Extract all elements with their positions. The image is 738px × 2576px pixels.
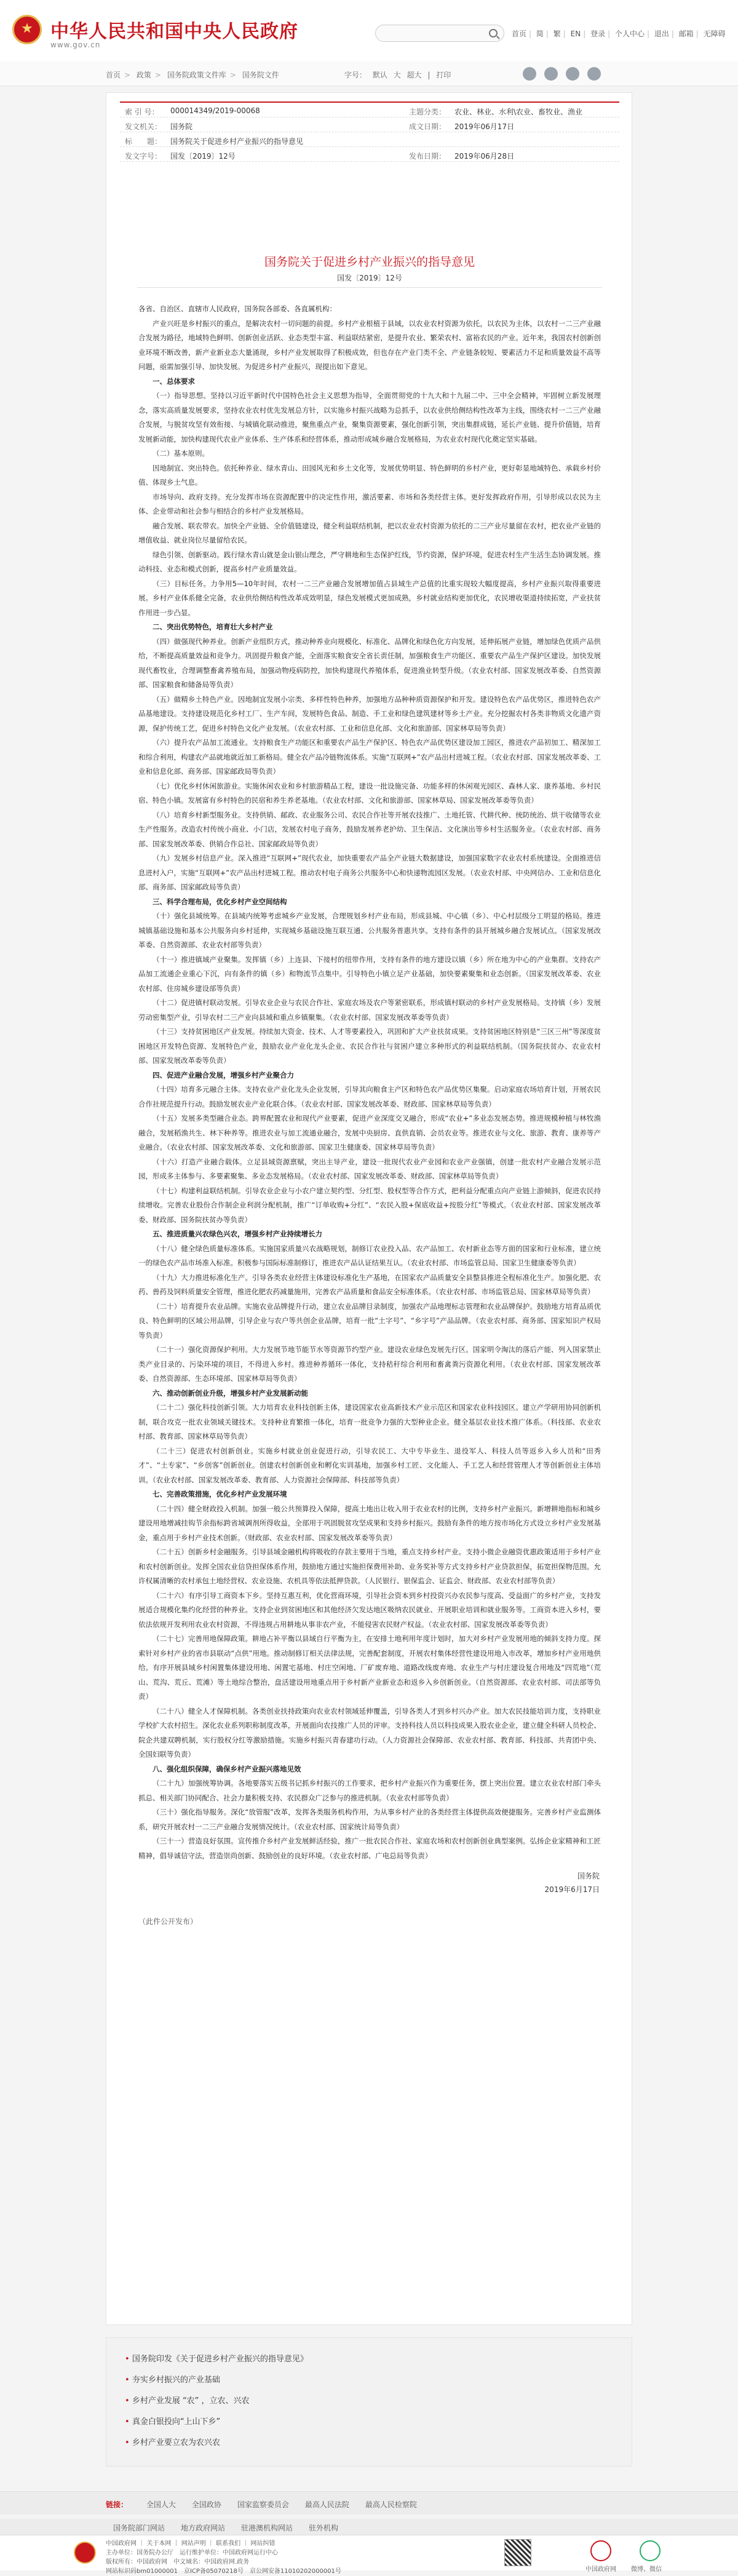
site-footer xyxy=(0,2535,738,2575)
paragraph: （四）做强现代种养业。创新产业组织方式，推动种养业向规模化、标准化、品牌化和绿色化方向发展，延伸拓展产业链，增加绿色优质产品供给，不断提高质量效益和竞争力。巩固提升粮食产能，全面落实粮食安全省长责任制，加强粮食生产功能区、重要农产品生产保护区建设。加快发展现代畜牧业，合理调整畜禽养殖布局，加强动物疫病防控，加快构建现代养殖体系，促进渔业转型升级。（农业农村部、国家发展改革委、自然资源部、国家粮食和储备局等负责） xyxy=(138,637,601,689)
institution-link[interactable]: 全国政协 xyxy=(191,2500,221,2509)
institution-link[interactable]: 全国人大 xyxy=(146,2500,176,2509)
paragraph: 绿色引领、创新驱动。践行绿水青山就是金山银山理念，严守耕地和生态保护红线，节约资源，保护环境，促进农村生产生活生态协调发展。推动科技、业态和模式创新，提高乡村产业质量效益。 xyxy=(138,550,601,573)
link-traditional[interactable]: 繁 xyxy=(553,30,561,38)
link-english[interactable]: EN xyxy=(570,30,581,38)
paragraph: 因地制宜、突出特色。依托种养业、绿水青山、田园风光和乡土文化等，发展优势明显、特色鲜明的乡村产业，更好彰显地域特色、承载乡村价值、体现乡土气息。 xyxy=(138,463,601,487)
related-item[interactable]: • 夯实乡村振兴的产业基础 xyxy=(125,2370,308,2391)
paragraph: （二十六）有序引导工商资本下乡。坚持互惠互利，优化营商环境，引导社会资本到乡村投资兴办农民参与度高、受益面广的乡村产业，支持发展适合规模化集约化经营的种养业。支持企业到贫困地区和其他经济欠发达地区吸纳农民就业、开展职业培训和就业服务等。工商资本进入乡村，要依法依规开发利用农业农村资源，不得违规占用耕地从事非农产业，不能侵害农民财产权益。（农业农村部、国家发展改革委等负责） xyxy=(138,1591,601,1629)
meta-docno-label: 发文字号： xyxy=(125,152,162,161)
paragraph: 市场导向、政府支持。充分发挥市场在资源配置中的决定性作用，激活要素、市场和各类经营主体。更好发挥政府作用，引导形成以农民为主体、企业带动和社会参与相结合的乡村产业发展格局。 xyxy=(138,492,601,515)
meta-issuer-value: 国务院 xyxy=(170,122,193,131)
paragraph: （六）提升农产品加工流通业。支持粮食生产功能区和重要农产品生产保护区、特色农产品优势区建设加工园区，推进农产品初加工、精深加工和综合利用，构建农产品就地就近加工新格局。健全农产品冷链物流体系。实施“互联网+”农产品出村进城工程。（农业农村部、国家发展改革委、工业和信息化部、商务部、国家邮政局等负责） xyxy=(138,738,601,776)
paragraph: （十六）打造产业融合载体。立足县域资源禀赋，突出主导产业，建设一批现代农业产业园和农业产业强镇，创建一批农村产业融合发展示范园，形成多主体参与、多要素聚集、多业态发展格局。（农业农村部、国家发展改革委、财政部、国家林草局等负责） xyxy=(138,1157,601,1180)
breadcrumb-home[interactable]: 首页 xyxy=(106,71,121,79)
paragraph: （十）强化县域统筹。在县域内统筹考虑城乡产业发展，合理规划乡村产业布局，形成县城、中心镇（乡）、中心村层级分工明显的格局。推进城镇基础设施和基本公共服务向乡村延伸，实现城乡基础设施互联互通、公共服务普惠共享。支持有条件的县开展城乡融合发展试点。（国家发展改革委、自然资源部、农业农村部等负责） xyxy=(138,912,601,949)
paragraph: （十一）推进镇域产业聚集。发挥镇（乡）上连县、下接村的纽带作用，支持有条件的地方建设以镇（乡）所在地为中心的产业集群。支持农产品加工流通企业重心下沉，向有条件的镇（乡）和物流节点集中。引导特色小镇立足产业基础，加快要素聚集和业态创新。（国家发展改革委、农业农村部、住房城乡建设部等负责） xyxy=(138,955,601,993)
document-title: 国务院关于促进乡村产业振兴的指导意见 xyxy=(264,255,475,269)
paragraph: （二十八）健全人才保障机制。各类创业扶持政策向农业农村领域延伸覆盖，引导各类人才到乡村兴办产业。加大农民技能培训力度，支持职业学校扩大农村招生。深化农业系列职称制度改革，开展面向农技推广人员的评审。支持科技人员以科技成果入股农业企业，建立健全科研人员校企、院企共建双聘机制，实行股权分红等激励措施。实施乡村振兴青春建功行动。（人力资源社会保障部、农业农村部、教育部、科技部、共青团中央、全国妇联等负责） xyxy=(138,1706,601,1759)
links-band xyxy=(0,2491,738,2514)
paragraph: 产业兴旺是乡村振兴的重点，是解决农村一切问题的前提。乡村产业根植于县域，以农业农村资源为依托，以农民为主体，以农村一二三产业融合发展为路径，地域特色鲜明、创新创业活跃、业态类型丰富、利益联结紧密，是提升农业、繁荣农村、富裕农民的产业。近年来，我国农村创新创业环境不断改善，新产业新业态大量涌现，乡村产业发展取得了积极成效，但也存在产业门类不全、产业链条较短、要素活力不足和质量效益不高等问题，亟需加强引导、加快发展。为促进乡村产业振兴，现提出如下意见。 xyxy=(138,319,601,371)
national-emblem-icon[interactable] xyxy=(12,15,42,44)
paragraph: （八）培育乡村新型服务业。支持供销、邮政、农业服务公司、农民合作社等开展农技推广、土地托管、代耕代种、统防统治、烘干收储等农业生产性服务。改造农村传统小商业、小门店，发展农村电子商务，鼓励发展养老护幼、卫生保洁、文化演出等乡村生活服务业。（农业农村部、商务部、国家发展改革委、供销合作总社、国家邮政局等负责） xyxy=(138,810,601,848)
wechat-icon[interactable] xyxy=(640,2540,661,2561)
signature-date: 2019年6月17日 xyxy=(544,1885,600,1894)
font-size-large[interactable]: 大 xyxy=(393,71,401,79)
paragraph: （十九）大力推进标准化生产。引导各类农业经营主体建设标准化生产基地，在国家农产品质量安全县整县推进全程标准化生产。加强化肥、农药、兽药及饲料质量安全管理，推进化肥农药减量施用，完善农产品质量和食品安全标准体系。（农业农村部、市场监管总局、国家林草局等负责） xyxy=(138,1273,601,1296)
share-icons xyxy=(523,67,606,83)
share-wechat-icon[interactable] xyxy=(544,67,558,81)
links-band-2 xyxy=(0,2519,738,2535)
document-number: 国发〔2019〕12号 xyxy=(337,274,402,282)
share-more-icon[interactable] xyxy=(587,67,601,81)
font-size-xlarge[interactable]: 超大 xyxy=(407,71,422,79)
print-link[interactable]: 打印 xyxy=(436,71,451,79)
footer-line: 主办单位：国务院办公厅 运行维护单位：中国政府网运行中心 xyxy=(106,2550,278,2556)
paragraph: （三）目标任务。力争用5—10年时间，农村一二三产业融合发展增加值占县域生产总值的比重实现较大幅度提高，乡村产业振兴取得重要进展。乡村产业体系健全完备，农业供给侧结构性改革成效明显，绿色发展模式更加成熟，乡村就业结构更加优化，农民增收渠道持续拓宽，产业扶贫作用进一步凸显。 xyxy=(138,579,601,617)
institution-links xyxy=(106,2499,433,2510)
font-size-control xyxy=(344,70,454,80)
paragraph: （二十五）创新乡村金融服务。引导县域金融机构将吸收的存款主要用于当地，重点支持乡村产业。支持小微企业融资优惠政策适用于乡村产业和农村创新创业。发挥全国农业信贷担保体系作用，鼓励地方通过实施担保费用补助、业务奖补等方式支持乡村产业贷款担保，拓宽担保物范围。允许权属清晰的农村承包土地经营权、农业设施、农机具等依法抵押贷款。（人民银行、银保监会、证监会、财政部、农业农村部等负责） xyxy=(138,1548,601,1585)
section-heading: 八、强化组织保障，确保乡村产业振兴落地见效 xyxy=(153,1764,301,1773)
section-heading: 三、科学合理布局，优化乡村产业空间结构 xyxy=(153,897,287,906)
press-note: （此件公开发布） xyxy=(138,1917,198,1926)
link-user-center[interactable]: 个人中心 xyxy=(615,30,645,38)
section-heading: 二、突出优势特色，培育壮大乡村产业 xyxy=(153,622,273,631)
wechat-label: 微博、微信 xyxy=(631,2566,662,2573)
meta-issuer-label: 发文机关： xyxy=(125,122,162,131)
site-group-link[interactable]: 驻外机构 xyxy=(309,2524,339,2532)
footer-text xyxy=(106,2539,341,2576)
top-links: 首页 | 简 | 繁 | EN | 登录 | 个人中心 | 退出 | 邮箱 | 无障碍 xyxy=(512,30,726,38)
section-heading: 七、完善政策措施，优化乡村产业发展环境 xyxy=(153,1490,287,1498)
related-list xyxy=(125,2349,308,2454)
related-item[interactable]: • 乡村产业要立农为农兴农 xyxy=(125,2433,308,2454)
salutation: 各省、自治区、直辖市人民政府，国务院各部委、各直属机构： xyxy=(138,304,336,313)
paragraph: （二十九）加强统筹协调。各地要落实五级书记抓乡村振兴的工作要求，把乡村产业振兴作为重要任务，摆上突出位置。建立农业农村部门牵头抓总、相关部门协同配合、社会力量积极支持、农民群众广泛参与的推进机制。（农业农村部等负责） xyxy=(138,1779,601,1802)
document-body xyxy=(138,302,601,1863)
share-weibo-icon[interactable] xyxy=(523,67,536,81)
related-item[interactable]: • 乡村产业发展 “农” ，立农、兴农 xyxy=(125,2391,308,2412)
site-header xyxy=(0,0,738,62)
qr-code-icon xyxy=(504,2539,531,2566)
meta-index-value: 000014349/2019-00068 xyxy=(170,106,260,115)
paragraph: （二十）培育提升农业品牌。实施农业品牌提升行动，建立农业品牌目录制度，加强农产品地理标志管理和农业品牌保护。鼓励地方培育品质优良、特色鲜明的区域公用品牌，引导企业与农户等共创企业品牌，培育一批“土字号”、“乡字号”产品品牌。（农业农村部、商务部、国家知识产权局等负责） xyxy=(138,1302,601,1340)
site-group-link[interactable]: 地方政府网站 xyxy=(181,2524,226,2532)
meta-created-value: 2019年06月17日 xyxy=(454,122,515,131)
paragraph: （二十四）健全财政投入机制。加强一般公共预算投入保障，提高土地出让收入用于农业农村的比例，支持乡村产业振兴。新增耕地指标和城乡建设用地增减挂钩节余指标跨省域调剂所得收益，全部用于巩固脱贫攻坚成果和支持乡村振兴。鼓励有条件的地方按市场化方式设立乡村产业发展基金，重点用于乡村产业技术创新。（财政部、农业农村部、国家发展改革委等负责） xyxy=(138,1504,601,1542)
meta-title-value: 国务院关于促进乡村产业振兴的指导意见 xyxy=(170,137,304,146)
paragraph: （十四）培育多元融合主体。支持农业产业化龙头企业发展，引导其向粮食主产区和特色农产品优势区集聚。启动家庭农场培育计划，开展农民合作社规范提升行动。鼓励发展农业产业化联合体。（农业农村部、国家发展改革委、财政部、国家林草局等负责） xyxy=(138,1085,601,1108)
paragraph: （二十七）完善用地保障政策。耕地占补平衡以县域自行平衡为主，在安排土地利用年度计划时，加大对乡村产业发展用地的倾斜支持力度。探索针对乡村产业的省市县联动“点供”用地。推动制修订相关法律法规，完善配套制度，开展农村集体经营性建设用地入市改革，增加乡村产业用地供给。有序开展县域乡村闲置集体建设用地、闲置宅基地、村庄空闲地、厂矿废弃地、道路改线废弃地、农业生产与村庄建设复合用地及“四荒地”（荒山、荒沟、荒丘、荒滩）等土地综合整治，盘活建设用地重点用于乡村新产业新业态和返乡入乡创新创业。（自然资源部、农业农村部、司法部等负责） xyxy=(138,1634,601,1701)
link-login[interactable]: 登录 xyxy=(590,30,606,38)
footer-line: 中国政府网 ｜ 关于本网 ｜ 网站声明 ｜ 联系我们 ｜ 网站纠错 xyxy=(106,2540,276,2547)
breadcrumb-state-council-docs[interactable]: 国务院文件 xyxy=(242,71,279,79)
font-size-sep: | xyxy=(427,71,430,79)
weibo-icon[interactable] xyxy=(590,2540,611,2561)
title-divider xyxy=(137,287,602,288)
meta-published-label: 发布日期： xyxy=(409,152,446,161)
breadcrumb-policy[interactable]: 政策 xyxy=(136,71,151,79)
breadcrumb: 首页 > 政策 > 国务院政策文件库 > 国务院文件 xyxy=(106,71,279,79)
search-icon[interactable] xyxy=(489,29,498,38)
search-input[interactable] xyxy=(375,25,504,42)
document-card xyxy=(106,92,632,2325)
site-group-link[interactable]: 国务院部门网站 xyxy=(113,2524,165,2532)
site-group-link[interactable]: 驻港澳机构网站 xyxy=(241,2524,293,2532)
link-mail[interactable]: 邮箱 xyxy=(678,30,694,38)
section-heading: 六、推动创新创业升级，增强乡村产业发展新动能 xyxy=(153,1388,308,1397)
paragraph: （五）做精乡土特色产业。因地制宜发展小宗类、多样性特色种养，加强地方品种种质资源保护和开发。建设特色农产品优势区，推进特色农产品基地建设。支持建设规范化乡村工厂、生产车间，发展特色食品、制造、手工业和绿色建筑建材等乡土产业。充分挖掘农村各类非物质文化遗产资源，保护传统工艺，促进乡村特色文化产业发展。（农业农村部、工业和信息化部、文化和旅游部、国家林草局等负责） xyxy=(138,694,601,733)
section-heading: 一、总体要求 xyxy=(153,376,195,386)
font-size-label: 字号： xyxy=(344,71,367,79)
footer-line: 网站标识码bm01000001 京ICP备05070218号 京公网安备11010202000001号 xyxy=(106,2568,341,2575)
signature-org: 国务院 xyxy=(577,1872,600,1880)
paragraph: （二十三）促进农村创新创业。实施乡村就业创业促进行动，引导农民工、大中专毕业生、退役军人、科技人员等返乡入乡人员和“田秀才”、“土专家”、“乡创客”创新创业。创建农村创新创业和孵化实训基地，加强乡村工匠、文化能人、手工艺人和经营管理人才等创新创业主体培训。（农业农村部、国家发展改革委、教育部、人力资源社会保障部、科技部等负责） xyxy=(138,1446,601,1484)
paragraph: （二）基本原则。 xyxy=(153,449,209,458)
related-item[interactable]: • 真金白银投向“上山下乡” xyxy=(125,2412,308,2433)
related-news xyxy=(106,2337,632,2467)
paragraph: （十八）健全绿色质量标准体系。实施国家质量兴农战略规划，制修订农业投入品、农产品加工、农村新业态等方面的国家和行业标准，建立统一的绿色农产品市场准入标准。积极参与国际标准制修订，推进农产品认证结果互认。（农业农村部、市场监管总局、国家卫生健康委等负责） xyxy=(138,1244,601,1267)
paragraph: （七）优化乡村休闲旅游业。实施休闲农业和乡村旅游精品工程，建设一批设施完备、功能多样的休闲观光园区、森林人家、康养基地、乡村民宿、特色小镇。发展富有乡村特色的民宿和养生养老基地。（农业农村部、文化和旅游部、国家林草局、国家发展改革委等负责） xyxy=(138,781,601,805)
paragraph: （三十）强化指导服务。深化“放管服”改革，发挥各类服务机构作用，为从事乡村产业的各类经营主体提供高效便捷服务。完善乡村产业监测体系，研究开展农村一二三产业融合发展情况统计。（农业农村部、国家统计局等负责） xyxy=(138,1808,601,1831)
site-group-links xyxy=(113,2522,354,2533)
meta-topic-value: 农业、林业、水利\农业、畜牧业、渔业 xyxy=(454,108,583,116)
footer-emblem-icon xyxy=(74,2542,96,2564)
site-domain: www.gov.cn xyxy=(50,41,101,49)
breadcrumb-policy-library[interactable]: 国务院政策文件库 xyxy=(167,71,226,79)
paragraph: （十二）促进镇村联动发展。引导农业企业与农民合作社、家庭农场及农户等紧密联系，形成镇村联动的乡村产业发展格局。支持镇（乡）发展劳动密集型产业，引导农村二三产业向县域和重点乡镇聚集。（农业农村部、国家发展改革委等负责） xyxy=(138,998,601,1022)
link-simplified[interactable]: 简 xyxy=(536,30,544,38)
paragraph: （二十一）强化资源保护利用。大力发展节地节能节水等资源节约型产业。建设农业绿色发展先行区。国家明令淘汰的落后产能、列入国家禁止类产业目录的、污染环境的项目，不得进入乡村。推进种养循环一体化，支持秸秆综合利用和畜禽粪污资源化利用。（农业农村部、国家发展改革委、自然资源部、生态环境部、国家林草局等负责） xyxy=(138,1345,601,1383)
paragraph: （十七）构建利益联结机制。引导农业企业与小农户建立契约型、分红型、股权型等合作方式，把利益分配重点向产业链上游倾斜，促进农民持续增收。完善农业股份合作制企业利润分配机制，推广“订单收购+分红”、“农民入股+保底收益+按股分红”等模式。（农业农村部、国家发展改革委、财政部、国务院扶贫办等负责） xyxy=(138,1186,601,1224)
paragraph: （十三）支持贫困地区产业发展。持续加大资金、技术、人才等要素投入，巩固和扩大产业扶贫成果。支持贫困地区特别是“三区三州”等深度贫困地区开发特色资源、发展特色产业，鼓励农业产业化龙头企业、农民合作社与贫困户建立多种形式的利益联结机制。（国务院扶贫办、农业农村部、国家发展改革委等负责） xyxy=(138,1027,601,1065)
paragraph: 融合发展、联农带农。加快全产业链、全价值链建设，健全利益联结机制，把以农业农村资源为依托的二三产业尽量留在农村，把农业产业链的增值收益、就业岗位尽量留给农民。 xyxy=(138,521,601,544)
paragraph: （二十二）强化科技创新引领。大力培育农业科技创新主体，建设国家农业高新技术产业示范区和国家农业科技园区。建立产学研用协同创新机制，联合攻克一批农业领域关键技术。支持种业育繁推一体化，培育一批竞争力强的大型种业企业。健全基层农业技术推广体系。（科技部、农业农村部、教育部、国家林草局等负责） xyxy=(138,1403,601,1441)
institution-link[interactable]: 最高人民法院 xyxy=(304,2500,349,2509)
meta-index-label: 索 引 号： xyxy=(125,108,159,116)
meta-docno-value: 国发〔2019〕12号 xyxy=(170,152,236,161)
font-size-default[interactable]: 默认 xyxy=(372,71,387,79)
footer-line: 版权所有：中国政府网 中文域名：中国政府网.政务 xyxy=(106,2559,250,2566)
paragraph: （一）指导思想。坚持以习近平新时代中国特色社会主义思想为指导，全面贯彻党的十九大和十九届二中、三中全会精神，牢固树立新发展理念，落实高质量发展要求，坚持农业农村优先发展总方针，以实施乡村振兴战略为总抓手，以农业供给侧结构性改革为主线，围绕农村一二三产业融合发展，与脱贫攻坚有效衔接、与城镇化联动推进，聚焦重点产业，聚集资源要素，强化创新引领，突出集群成链，延长产业链、提升价值链，培育发展新动能，加快构建现代农业产业体系、生产体系和经营体系，推动形成城乡融合发展格局，为农业农村现代化奠定坚实基础。 xyxy=(138,391,601,443)
meta-title-label: 标 题： xyxy=(125,137,162,146)
breadcrumb-bar xyxy=(0,62,738,86)
link-accessibility[interactable]: 无障碍 xyxy=(703,30,726,38)
meta-published-value: 2019年06月28日 xyxy=(454,152,515,161)
paragraph: （十五）发展多类型融合业态。跨界配置农业和现代产业要素，促进产业深度交叉融合，形成“农业+”多业态发展态势。推进规模种植与林牧渔融合，发展稻渔共生、林下种养等。推进农业与加工流通业融合，发展中央厨房、直供直销、会员农业等。推进农业与文化、旅游、教育、康养等产业融合。（农业农村部、国家发展改革委、文化和旅游部、国家卫生健康委、国家林草局等负责） xyxy=(138,1114,601,1151)
institution-link[interactable]: 国家监察委员会 xyxy=(237,2500,289,2509)
meta-created-label: 成文日期： xyxy=(409,122,446,131)
site-title[interactable]: 中华人民共和国中央人民政府 xyxy=(50,21,298,42)
weibo-label: 中国政府网 xyxy=(585,2566,616,2573)
document-meta-table xyxy=(120,101,619,162)
link-home[interactable]: 首页 xyxy=(512,30,527,38)
institution-link[interactable]: 最高人民检察院 xyxy=(365,2500,417,2509)
share-qzone-icon[interactable] xyxy=(566,67,579,81)
link-logout[interactable]: 退出 xyxy=(654,30,669,38)
section-heading: 四、促进产业融合发展，增强乡村产业聚合力 xyxy=(153,1070,294,1079)
related-item[interactable]: • 国务院印发《关于促进乡村产业振兴的指导意见》 xyxy=(125,2349,308,2370)
links-label: 链接： xyxy=(106,2500,129,2509)
paragraph: （九）发展乡村信息产业。深入推进“互联网+”现代农业，加快重要农产品全产业链大数据建设，加强国家数字农业农村系统建设。全面推进信息进村入户，实施“互联网+”农产品出村进城工程。推动农村电子商务公共服务中心和快递物流园区发展。（农业农村部、中央网信办、工业和信息化部、商务部、国家邮政局等负责） xyxy=(138,854,601,891)
paragraph: （三十一）营造良好氛围。宣传推介乡村产业发展鲜活经验，推广一批农民合作社、家庭农场和农村创新创业典型案例。弘扬企业家精神和工匠精神，倡导诚信守法，营造崇尚创新、鼓励创业的良好环境。（农业农村部、广电总局等负责） xyxy=(138,1837,601,1860)
section-heading: 五、推进质量兴农绿色兴农，增强乡村产业持续增长力 xyxy=(153,1230,322,1238)
meta-topic-label: 主题分类： xyxy=(409,108,446,116)
